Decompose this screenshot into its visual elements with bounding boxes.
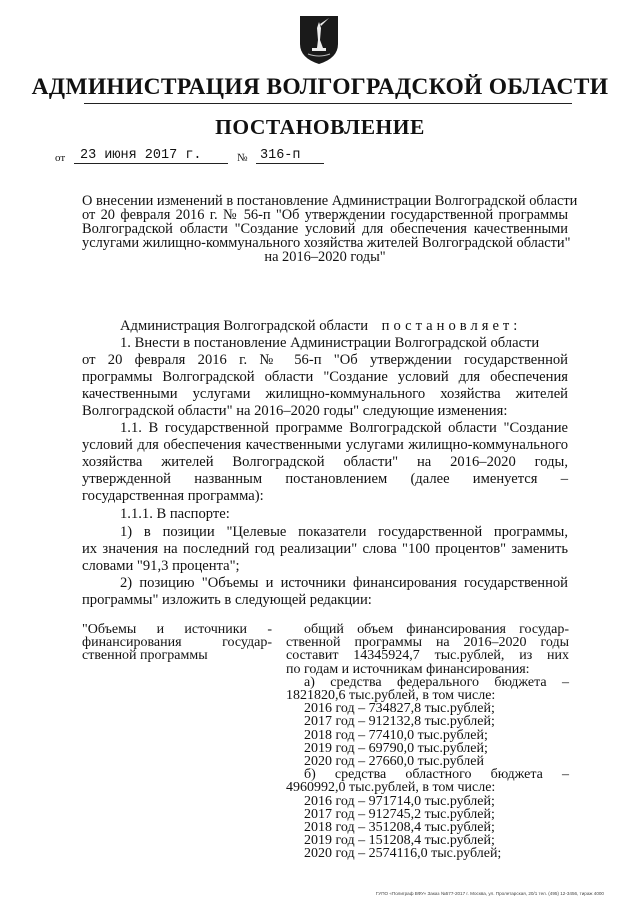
body-line: 1) в позиции "Целевые показатели государственной программы, bbox=[120, 524, 568, 540]
body-line: утвержденной названным постановлением (далее именуется – bbox=[82, 471, 568, 487]
subject-line: услугами жилищно-коммунального хозяйства жителей Волгоградской области" bbox=[82, 235, 571, 251]
passport-right-line: 2018 год – 351208,4 тыс.рублей; bbox=[304, 820, 495, 836]
date-prefix: от bbox=[55, 152, 66, 164]
subject-line: О внесении изменений в постановление Администрации Волгоградской области bbox=[82, 193, 578, 209]
body-line: программы" изложить в следующей редакции: bbox=[82, 592, 372, 608]
intro-text: Администрация Волгоградской области bbox=[120, 318, 369, 334]
passport-right-line: 2017 год – 912745,2 тыс.рублей; bbox=[304, 806, 495, 822]
subject-line: на 2016–2020 годы" bbox=[264, 249, 386, 265]
passport-left-column bbox=[82, 623, 272, 662]
body-line: 1.1.1. В паспорте: bbox=[120, 506, 230, 522]
passport-right-line: 2019 год – 69790,0 тыс.рублей; bbox=[304, 740, 488, 756]
passport-right-line: 2020 год – 27660,0 тыс.рублей bbox=[304, 754, 484, 770]
passport-right-line: ственной программы на 2016–2020 годы bbox=[286, 635, 569, 651]
intro-action: постановляет: bbox=[381, 318, 522, 334]
passport-right-line: 2016 год – 971714,0 тыс.рублей; bbox=[304, 793, 495, 809]
body-line: от 20 февраля 2016 г. № 56-п "Об утверждении государственной bbox=[82, 352, 568, 368]
passport-right-line: б) средства областного бюджета – bbox=[304, 767, 569, 783]
passport-right-line: 4960992,0 тыс.рублей, в том числе: bbox=[286, 780, 496, 796]
passport-left-line: финансирования государ- bbox=[82, 635, 272, 650]
number-prefix: № bbox=[237, 152, 248, 164]
passport-right-line: 2020 год – 2574116,0 тыс.рублей; bbox=[304, 846, 502, 862]
passport-right-line: 2016 год – 734827,8 тыс.рублей; bbox=[304, 701, 495, 717]
body-line: программы Волгоградской области "Создание условий для обеспечения bbox=[82, 369, 568, 385]
passport-right-line: 1821820,6 тыс.рублей, в том числе: bbox=[286, 688, 496, 704]
body-line: государственная программа): bbox=[82, 488, 264, 504]
passport-right-line: а) средства федерального бюджета – bbox=[304, 674, 569, 690]
printer-footer: ГУПО «Полиграф ВФУ» Заказ №577-2017 г. Москва, ул. Пролетарская, 20/1 тел. (495) 12-3456, тираж 4000 bbox=[375, 891, 604, 896]
document-type: ПОСТАНОВЛЕНИЕ bbox=[215, 115, 425, 139]
passport-left-line: ственной программы bbox=[82, 648, 208, 663]
body-line: 2) позицию "Объемы и источники финансирования государственной bbox=[120, 575, 568, 591]
body-line: 1.1. В государственной программе Волгоградской области "Создание bbox=[120, 420, 568, 436]
passport-right-line: по годам и источникам финансирования: bbox=[286, 661, 530, 677]
body-line: хозяйства жителей Волгоградской области" на 2016–2020 годы, bbox=[82, 454, 568, 470]
body-line: Волгоградской области" на 2016–2020 годы" следующие изменения: bbox=[82, 403, 508, 419]
passport-right-line: 2018 год – 77410,0 тыс.рублей; bbox=[304, 727, 488, 743]
subject-line: от 20 февраля 2016 г. № 56-п "Об утверждении государственной программы bbox=[82, 207, 568, 223]
passport-left-line: "Объемы и источники - bbox=[82, 622, 272, 637]
body-line: условий для обеспечения качественными услугами жилищно-коммунального bbox=[82, 437, 568, 453]
organization-name: АДМИНИСТРАЦИЯ ВОЛГОГРАДСКОЙ ОБЛАСТИ bbox=[31, 74, 609, 100]
body-line: словами "91,3 процента"; bbox=[82, 558, 240, 574]
document-date: 23 июня 2017 г. bbox=[74, 148, 228, 164]
body-line: их значения на последний год реализации" слова "100 процентов" заменить bbox=[82, 541, 568, 557]
subject-line: Волгоградской области "Создание условий для обеспечения качественными bbox=[82, 221, 568, 237]
passport-right-line: 2019 год – 151208,4 тыс.рублей; bbox=[304, 833, 495, 849]
passport-right-line: 2017 год – 912132,8 тыс.рублей; bbox=[304, 714, 495, 730]
passport-right-column bbox=[286, 623, 569, 861]
document-number: 316-п bbox=[256, 148, 324, 164]
passport-right-line: составит 14345924,7 тыс.рублей, из них bbox=[286, 648, 569, 664]
body-line: качественными услугами жилищно-коммунального хозяйства жителей bbox=[82, 386, 568, 402]
body-line: 1. Внести в постановление Администрации Волгоградской области bbox=[120, 335, 540, 351]
passport-right-line: общий объем финансирования государ- bbox=[304, 622, 569, 637]
